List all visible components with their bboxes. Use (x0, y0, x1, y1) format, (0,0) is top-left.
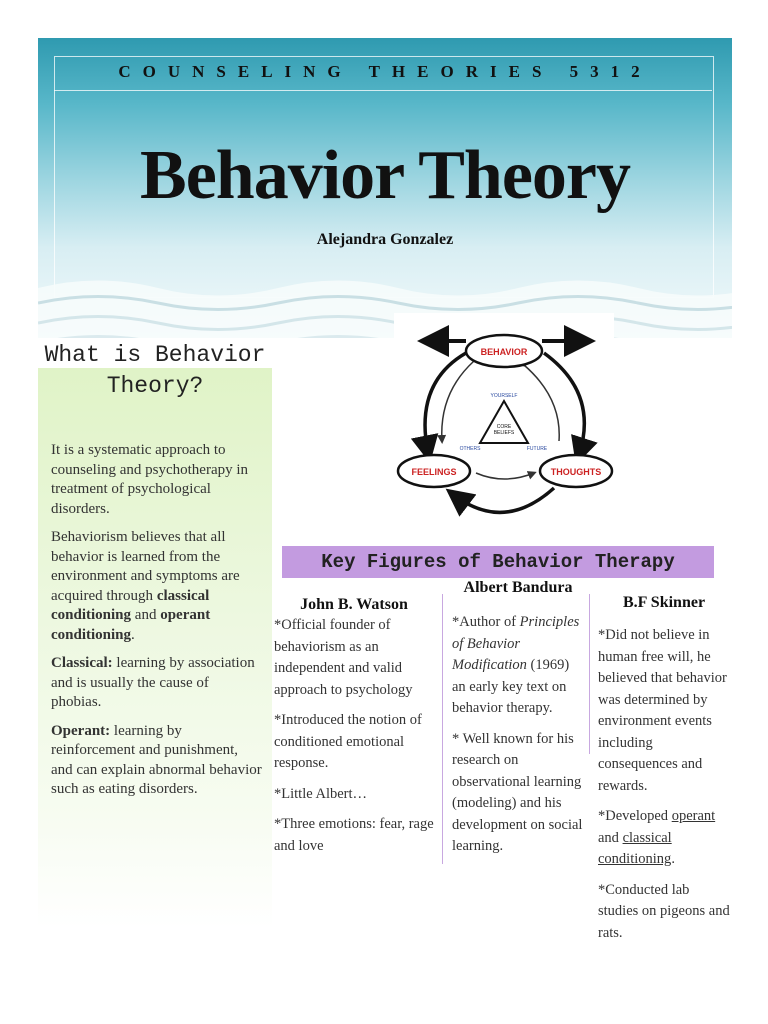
sidebar-paragraph (51, 654, 263, 713)
text-bold: Classical: (51, 655, 113, 671)
course-label: COUNSELING THEORIES 5312 (118, 62, 652, 81)
text-bold: operant conditioning (51, 607, 211, 643)
text-run: *Author of (452, 614, 520, 630)
inner-arc-2 (524, 365, 559, 441)
sidebar-paragraph: It is a systematic approach to counseling and psychotherapy in treatment of psychological disorders. (51, 442, 249, 517)
text-run: learning by association and is usually the cause of phobias. (51, 655, 255, 710)
text-run: and (131, 607, 161, 623)
figure-name: John B. Watson (300, 596, 408, 613)
figure-paragraph: * Well known for his research on observational learning (modeling) and his development on social learning. (452, 730, 583, 854)
figure-paragraph: *Little Albert… (274, 785, 368, 802)
key-figures-heading-bar (282, 546, 714, 578)
text-run: learning by reinforcement and punishment, and can explain abnormal behavior such as eating disorders. (51, 722, 262, 797)
text-bold: classical conditioning (51, 587, 210, 623)
feelings-label: FEELINGS (411, 467, 457, 477)
inner-arc-3 (476, 473, 534, 479)
thoughts-label: THOUGHTS (550, 467, 602, 477)
arc-left (425, 353, 466, 453)
figure-paragraph: *Official founder of behaviorism as an independent and valid approach to psychology (274, 617, 413, 698)
newsletter-page (38, 38, 732, 1024)
inner-arc-1 (442, 361, 474, 441)
book-title: Principles of Behavior Modification (452, 614, 580, 673)
figure-paragraph (452, 612, 584, 720)
banner-rule (54, 90, 712, 91)
figure-paragraph: *Conducted lab studies on pigeons and rats. (598, 881, 730, 941)
page-title: Behavior Theory (140, 137, 630, 214)
core-beliefs-triangle (480, 401, 528, 443)
yourself-label: YOURSELF (490, 393, 518, 399)
beliefs-label: BELIEFS (493, 430, 515, 436)
sidebar-body (51, 441, 263, 809)
sidebar-paragraph (51, 722, 263, 800)
figure-name: Albert Bandura (463, 579, 573, 596)
text-run: . (131, 626, 135, 643)
arc-bottom (454, 488, 554, 512)
text-run: Behaviorism believes that all behavior is learned from the environment and symptoms are acquired through (51, 529, 240, 604)
sidebar-heading: What is Behavior Theory? (44, 342, 266, 399)
text-run: . (671, 851, 675, 867)
text-run: and (598, 829, 623, 846)
text-run: (1969) an early key text on behavior therapy. (452, 657, 570, 716)
text-bold: Operant: (51, 722, 111, 739)
figure-paragraph: *Introduced the notion of conditioned emotional response. (274, 712, 422, 771)
figure-column-bandura (452, 578, 584, 867)
behavior-cycle-diagram (394, 313, 614, 521)
figure-paragraph: *Did not believe in human free will, he believed that behavior was determined by environment events including consequences and rewards. (598, 627, 727, 794)
core-label: CORE (496, 424, 512, 430)
sidebar-paragraph (51, 528, 263, 645)
author-name: Alejandra Gonzalez (316, 231, 454, 248)
figure-name: B.F Skinner (622, 594, 706, 611)
figure-column-watson (274, 595, 434, 866)
key-figures-heading: Key Figures of Behavior Therapy (321, 551, 675, 573)
column-divider (442, 594, 443, 864)
arc-right (544, 353, 584, 455)
figure-paragraph: *Three emotions: fear, rage and love (274, 816, 434, 854)
others-label: OTHERS (459, 446, 481, 452)
future-label: FUTURE (526, 446, 548, 452)
figure-paragraph (598, 806, 730, 871)
text-underlined: classical conditioning (598, 829, 672, 867)
text-run: *Developed (598, 808, 672, 824)
text-underlined: operant (671, 808, 716, 824)
header-banner (38, 38, 732, 338)
sidebar-panel (38, 342, 272, 928)
wave-decoration (38, 268, 732, 338)
column-divider (589, 594, 590, 754)
figure-column-skinner (598, 593, 730, 953)
behavior-label: BEHAVIOR (480, 347, 528, 357)
